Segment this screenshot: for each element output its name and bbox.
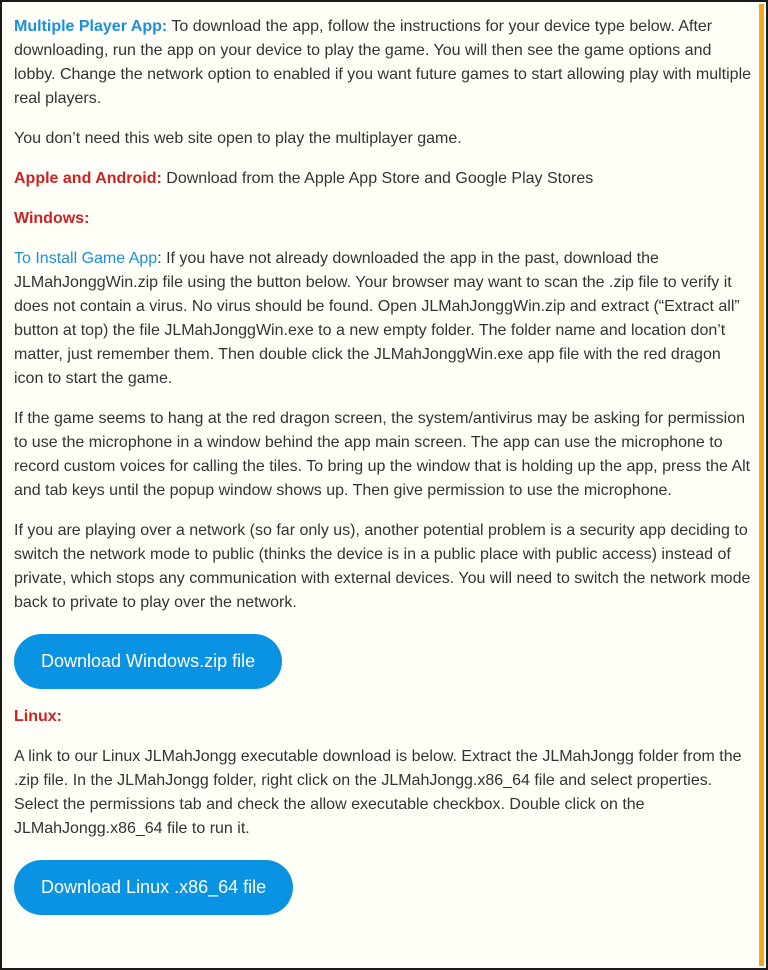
windows-hang-paragraph: If the game seems to hang at the red dragon screen, the system/antivirus may be asking for permission to use the microphone in a window behind the app main screen. The app can use the microphone to record custom voices for calling the tiles. To bring up the window that is holding up the app, press the Alt and tab keys until the popup window shows up. Then give permission to use the microphone. (14, 410, 751, 499)
download-windows-button[interactable]: Download Windows.zip file (14, 634, 282, 689)
windows-heading: Windows: (14, 210, 90, 227)
linux-paragraph: A link to our Linux JLMahJongg executable download is below. Extract the JLMahJongg folder from the .zip file. In the JLMahJongg folder, right click on the JLMahJongg.x86_64 file and select properties. Select the permissions tab and check the allow executable checkbox. Double click on the JLMahJongg.x86_64 file to run it. (14, 748, 742, 837)
apple-label: Apple and Android: (14, 170, 162, 187)
intro-paragraph (14, 15, 754, 111)
apple-paragraph (14, 167, 754, 191)
windows-install-paragraph (14, 247, 754, 391)
windows-network-paragraph: If you are playing over a network (so far only us), another potential problem is a security app deciding to switch the network mode to public (thinks the device is in a public place with public access) instead of private, which stops any communication with external devices. You will need to switch the network mode back to private to play over the network. (14, 522, 751, 611)
side-accent-bar (759, 4, 764, 966)
apple-text: Download from the Apple App Store and Google Play Stores (161, 170, 594, 187)
note-paragraph: You don’t need this web site open to play the multiplayer game. (14, 130, 462, 147)
intro-label: Multiple Player App: (14, 18, 168, 35)
instructions (14, 15, 754, 931)
download-linux-button[interactable]: Download Linux .x86_64 file (14, 860, 293, 915)
intro-text: To download the app, follow the instructions for your device type below. After downloading, run the app on your device to play the game. You will then see the game options and lobby. Change the network option to enabled if you want future games to start allowing play with multiple real players. (14, 18, 752, 107)
install-game-app-link[interactable]: To Install Game App (14, 250, 158, 267)
windows-install-text: : If you have not already downloaded the app in the past, download the JLMahJonggWin.zip file using the button below. Your browser may want to scan the .zip file to verify it does not contain a virus. No virus should be found. Open JLMahJonggWin.zip and extract (“Extract all” button at top) the file JLMahJonggWin.exe to a new empty folder. The folder name and location don’t matter, just remember them. Then double click the JLMahJonggWin.exe app file with the red dragon icon to start the game. (14, 250, 740, 387)
linux-heading: Linux: (14, 708, 62, 725)
